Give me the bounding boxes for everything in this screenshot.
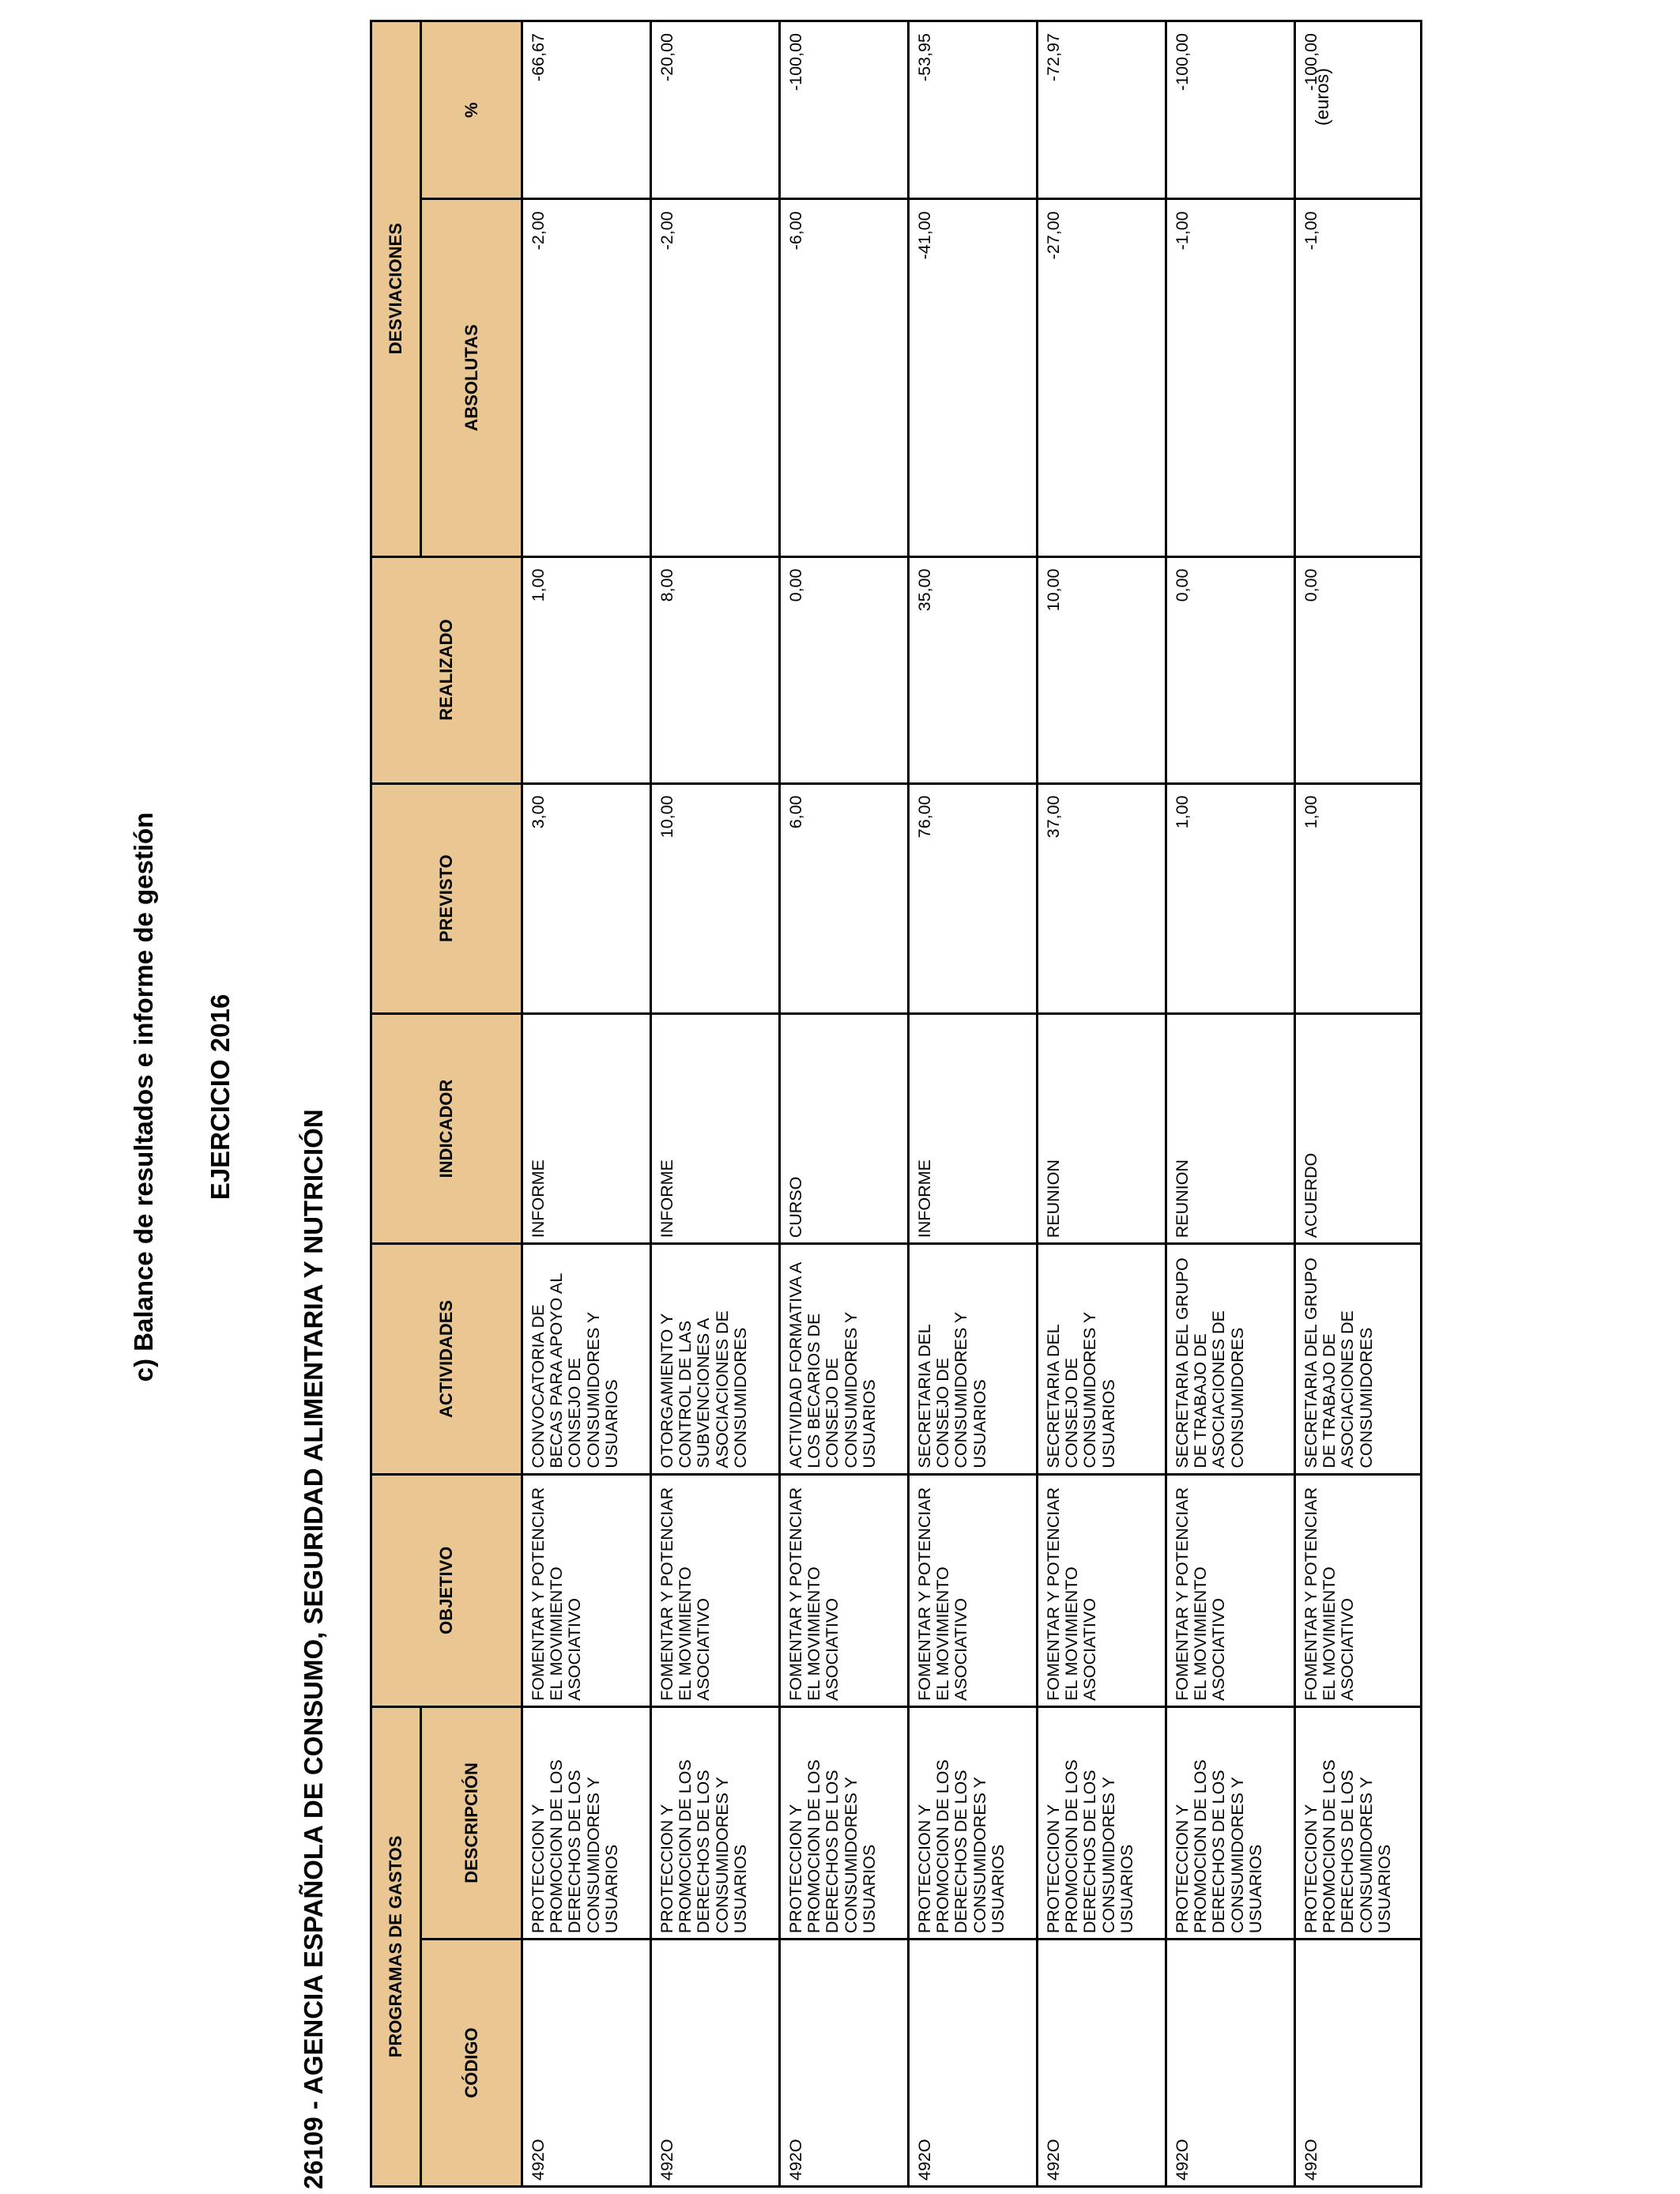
header-indicador: INDICADOR xyxy=(371,1013,522,1243)
absolutas-cell: -2,00 xyxy=(651,199,780,556)
pct-cell: -53,95 xyxy=(909,21,1038,199)
units-label: (euros) xyxy=(1312,68,1332,126)
header-realizado: REALIZADO xyxy=(371,556,522,783)
indicador-cell: INFORME xyxy=(522,1013,651,1243)
table-row xyxy=(522,21,651,2187)
realizado-cell: 0,00 xyxy=(780,556,909,783)
actividades-cell: SECRETARIA DEL CONSEJO DE CONSUMIDORES Y USUARIOS xyxy=(1038,1244,1166,1474)
header-actividades: ACTIVIDADES xyxy=(371,1244,522,1474)
indicador-cell: REUNION xyxy=(1166,1013,1295,1243)
previsto-cell: 1,00 xyxy=(1166,783,1295,1013)
table-row xyxy=(780,21,909,2187)
results-table xyxy=(370,20,1422,2188)
realizado-cell: 8,00 xyxy=(651,556,780,783)
realizado-cell: 10,00 xyxy=(1038,556,1166,783)
previsto-cell: 6,00 xyxy=(780,783,909,1013)
descripcion-cell: PROTECCION Y PROMOCION DE LOS DERECHOS DE LOS CONSUMIDORES Y USUARIOS xyxy=(522,1706,651,1939)
actividades-cell: SECRETARIA DEL CONSEJO DE CONSUMIDORES Y USUARIOS xyxy=(909,1244,1038,1474)
header-previsto: PREVISTO xyxy=(371,783,522,1013)
previsto-cell: 10,00 xyxy=(651,783,780,1013)
absolutas-cell: -6,00 xyxy=(780,199,909,556)
previsto-cell: 37,00 xyxy=(1038,783,1166,1013)
agency-title: 26109 - AGENCIA ESPAÑOLA DE CONSUMO, SEGURIDAD ALIMENTARIA Y NUTRICIÓN xyxy=(299,1109,328,2189)
table-row xyxy=(1166,21,1295,2187)
indicador-cell: REUNION xyxy=(1038,1013,1166,1243)
absolutas-cell: -1,00 xyxy=(1166,199,1295,556)
indicador-cell: CURSO xyxy=(780,1013,909,1243)
actividades-cell: SECRETARIA DEL GRUPO DE TRABAJO DE ASOCIACIONES DE CONSUMIDORES xyxy=(1295,1244,1422,1474)
absolutas-cell: -41,00 xyxy=(909,199,1038,556)
objetivo-cell: FOMENTAR Y POTENCIAR EL MOVIMIENTO ASOCIATIVO xyxy=(780,1474,909,1706)
descripcion-cell: PROTECCION Y PROMOCION DE LOS DERECHOS DE LOS CONSUMIDORES Y USUARIOS xyxy=(1038,1706,1166,1939)
objetivo-cell: FOMENTAR Y POTENCIAR EL MOVIMIENTO ASOCIATIVO xyxy=(651,1474,780,1706)
previsto-cell: 1,00 xyxy=(1295,783,1422,1013)
header-objetivo: OBJETIVO xyxy=(371,1474,522,1706)
table-row xyxy=(651,21,780,2187)
actividades-cell: ACTIVIDAD FORMATIVA A LOS BECARIOS DE CONSEJO DE CONSUMIDORES Y USUARIOS xyxy=(780,1244,909,1474)
group-desviaciones: DESVIACIONES xyxy=(371,21,421,557)
actividades-cell: SECRETARIA DEL GRUPO DE TRABAJO DE ASOCIACIONES DE CONSUMIDORES xyxy=(1166,1244,1295,1474)
group-programas: PROGRAMAS DE GASTOS xyxy=(371,1706,421,2186)
section-title: c) Balance de resultados e informe de gestión xyxy=(129,812,158,1382)
codigo-cell: 492O xyxy=(522,1940,651,2187)
codigo-cell: 492O xyxy=(1295,1940,1422,2187)
codigo-cell: 492O xyxy=(780,1940,909,2187)
absolutas-cell: -1,00 xyxy=(1295,199,1422,556)
table-row xyxy=(909,21,1038,2187)
header-pct: % xyxy=(421,21,522,199)
descripcion-cell: PROTECCION Y PROMOCION DE LOS DERECHOS DE LOS CONSUMIDORES Y USUARIOS xyxy=(780,1706,909,1939)
absolutas-cell: -27,00 xyxy=(1038,199,1166,556)
actividades-cell: OTORGAMIENTO Y CONTROL DE LAS SUBVENCIONES A ASOCIACIONES DE CONSUMIDORES xyxy=(651,1244,780,1474)
absolutas-cell: -2,00 xyxy=(522,199,651,556)
actividades-cell: CONVOCATORIA DE BECAS PARA APOYO AL CONSEJO DE CONSUMIDORES Y USUARIOS xyxy=(522,1244,651,1474)
indicador-cell: INFORME xyxy=(651,1013,780,1243)
descripcion-cell: PROTECCION Y PROMOCION DE LOS DERECHOS DE LOS CONSUMIDORES Y USUARIOS xyxy=(1166,1706,1295,1939)
codigo-cell: 492O xyxy=(909,1940,1038,2187)
descripcion-cell: PROTECCION Y PROMOCION DE LOS DERECHOS DE LOS CONSUMIDORES Y USUARIOS xyxy=(1295,1706,1422,1939)
realizado-cell: 35,00 xyxy=(909,556,1038,783)
year-title: EJERCICIO 2016 xyxy=(205,993,235,1201)
objetivo-cell: FOMENTAR Y POTENCIAR EL MOVIMIENTO ASOCIATIVO xyxy=(909,1474,1038,1706)
pct-cell: -100,00 xyxy=(1295,21,1422,199)
indicador-cell: ACUERDO xyxy=(1295,1013,1422,1243)
codigo-cell: 492O xyxy=(651,1940,780,2187)
table-row xyxy=(1038,21,1166,2187)
codigo-cell: 492O xyxy=(1166,1940,1295,2187)
previsto-cell: 76,00 xyxy=(909,783,1038,1013)
objetivo-cell: FOMENTAR Y POTENCIAR EL MOVIMIENTO ASOCIATIVO xyxy=(1295,1474,1422,1706)
pct-cell: -100,00 xyxy=(780,21,909,199)
pct-cell: -100,00 xyxy=(1166,21,1295,199)
realizado-cell: 1,00 xyxy=(522,556,651,783)
descripcion-cell: PROTECCION Y PROMOCION DE LOS DERECHOS DE LOS CONSUMIDORES Y USUARIOS xyxy=(651,1706,780,1939)
header-descripcion: DESCRIPCIÓN xyxy=(421,1706,522,1939)
objetivo-cell: FOMENTAR Y POTENCIAR EL MOVIMIENTO ASOCIATIVO xyxy=(522,1474,651,1706)
realizado-cell: 0,00 xyxy=(1295,556,1422,783)
realizado-cell: 0,00 xyxy=(1166,556,1295,783)
header-row-groups xyxy=(371,21,421,2187)
indicador-cell: INFORME xyxy=(909,1013,1038,1243)
objetivo-cell: FOMENTAR Y POTENCIAR EL MOVIMIENTO ASOCIATIVO xyxy=(1038,1474,1166,1706)
pct-cell: -20,00 xyxy=(651,21,780,199)
descripcion-cell: PROTECCION Y PROMOCION DE LOS DERECHOS DE LOS CONSUMIDORES Y USUARIOS xyxy=(909,1706,1038,1939)
header-absolutas: ABSOLUTAS xyxy=(421,199,522,556)
header-codigo: CÓDIGO xyxy=(421,1940,522,2187)
objetivo-cell: FOMENTAR Y POTENCIAR EL MOVIMIENTO ASOCIATIVO xyxy=(1166,1474,1295,1706)
codigo-cell: 492O xyxy=(1038,1940,1166,2187)
pct-cell: -72,97 xyxy=(1038,21,1166,199)
table-row xyxy=(1295,21,1422,2187)
previsto-cell: 3,00 xyxy=(522,783,651,1013)
pct-cell: -66,67 xyxy=(522,21,651,199)
